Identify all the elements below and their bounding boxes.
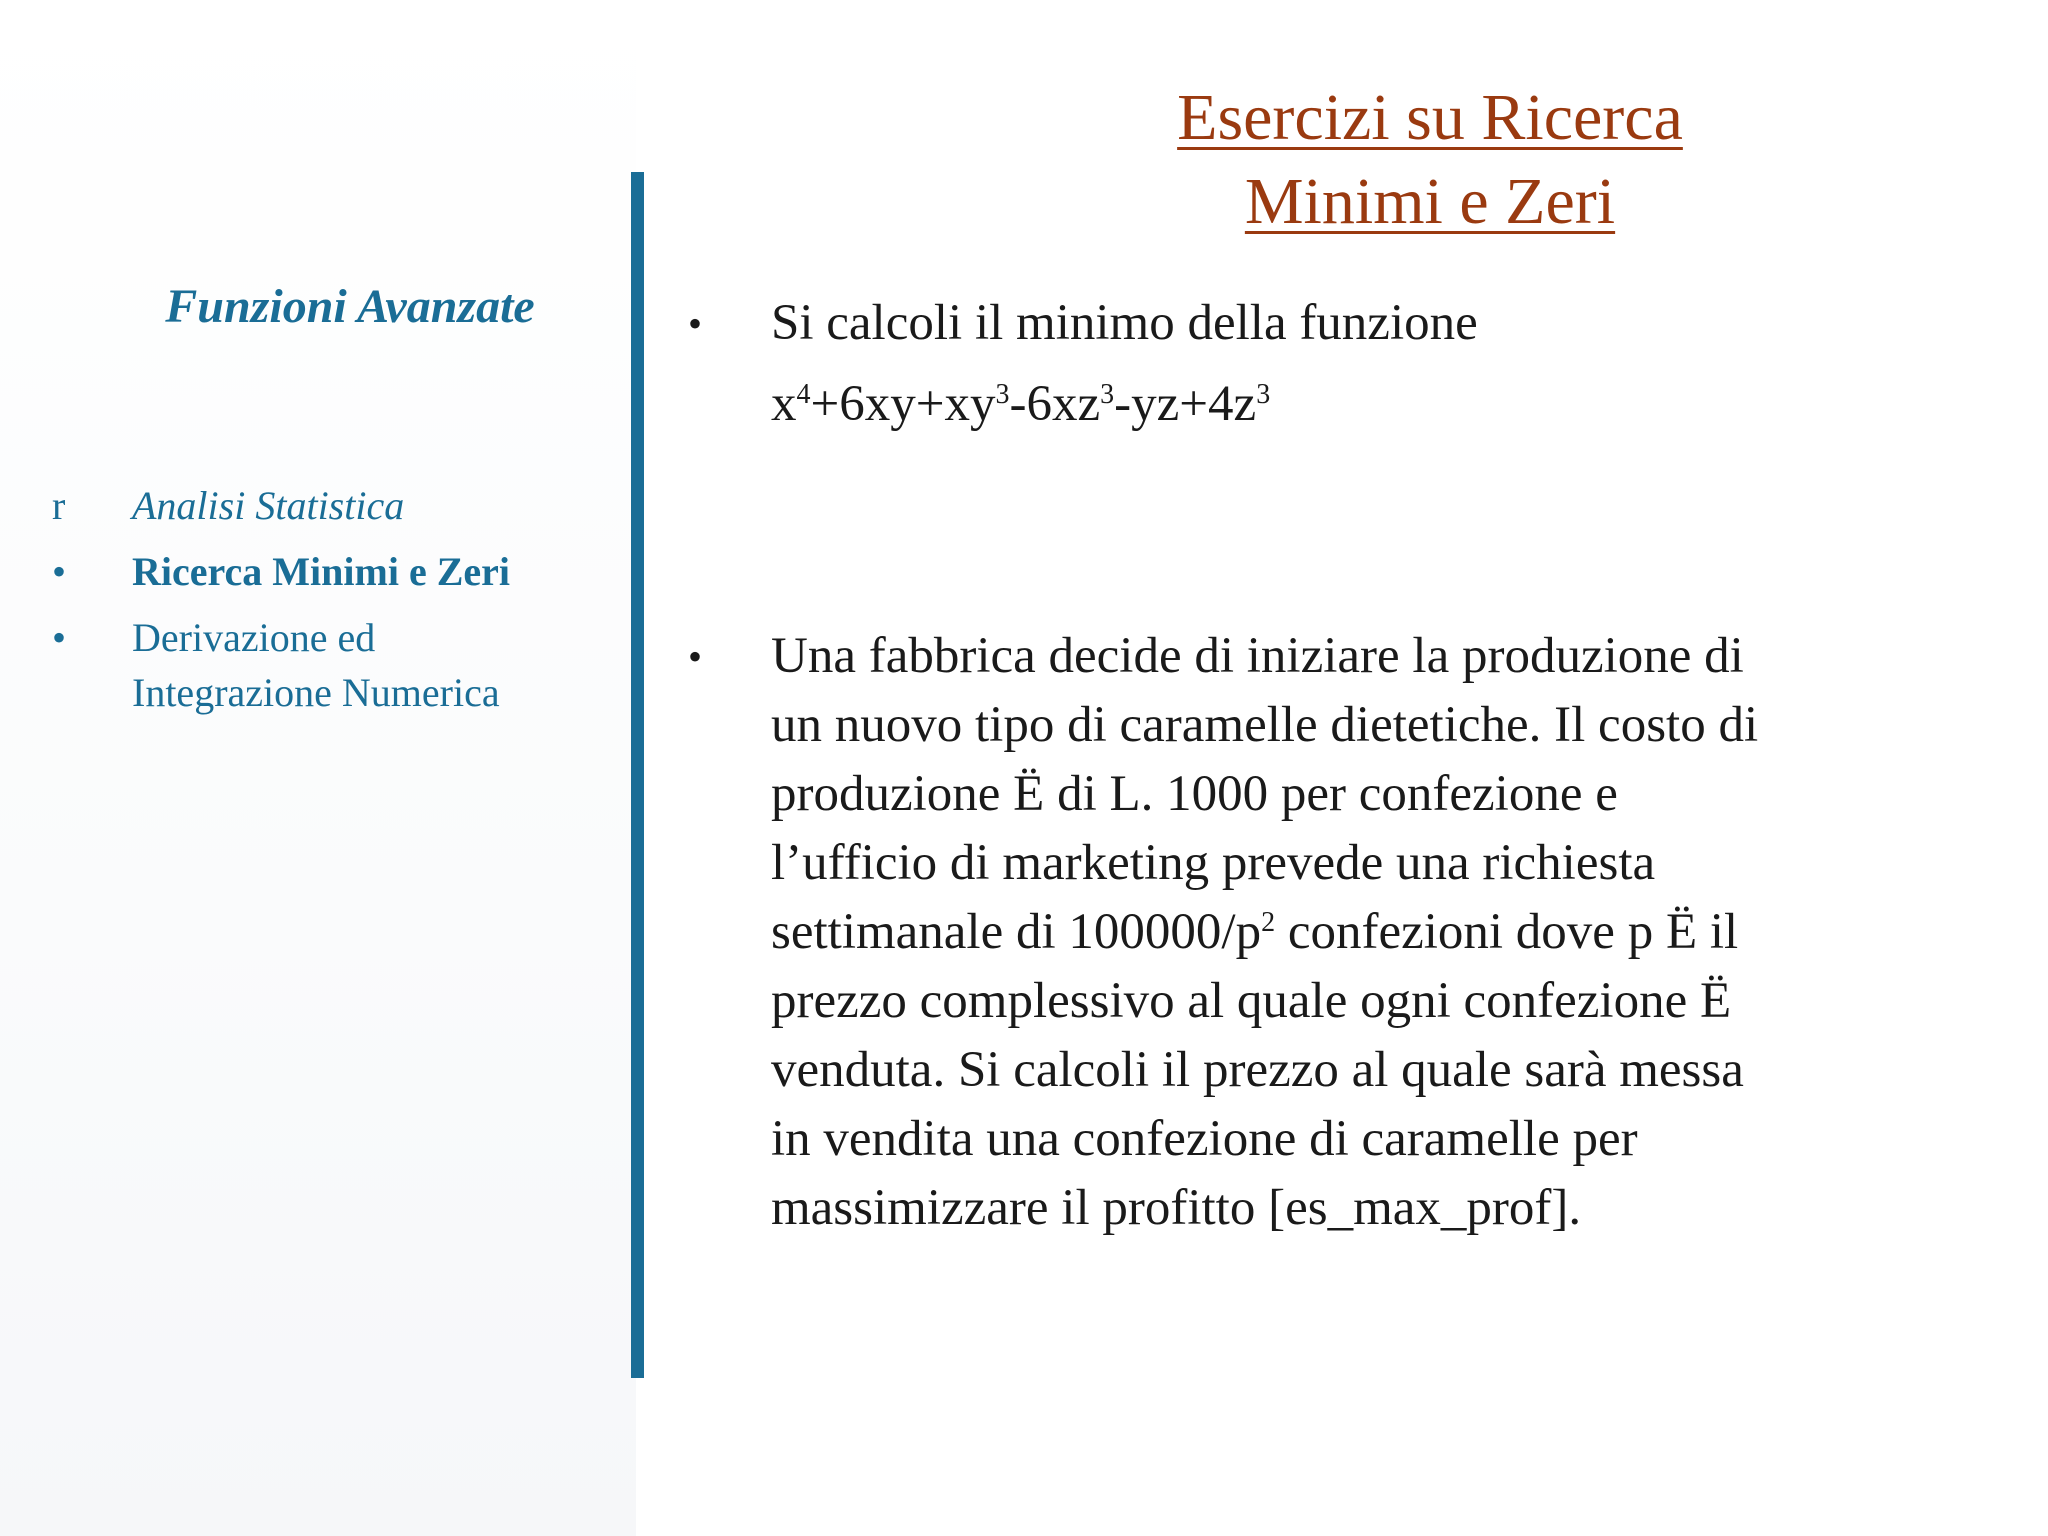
formula-part: -yz+4z bbox=[1114, 376, 1257, 432]
text-part: confezioni dove p Ë il bbox=[1275, 904, 1739, 960]
nav-item-label-line2: Integrazione Numerica bbox=[132, 670, 500, 715]
formula-exponent: 3 bbox=[1100, 379, 1115, 411]
nav-item-derivazione-integrazione[interactable] bbox=[50, 610, 610, 720]
text-exponent: 2 bbox=[1261, 907, 1276, 939]
slide-title-line2: Minimi e Zeri bbox=[1244, 165, 1616, 238]
exercise-2 bbox=[688, 622, 1988, 1243]
formula-exponent: 4 bbox=[796, 379, 811, 411]
nav-marker: r bbox=[52, 483, 66, 528]
exercise-1 bbox=[688, 289, 1988, 439]
exercise-2-line: venduta. Si calcoli il prezzo al quale sarà messa bbox=[771, 1042, 1744, 1098]
sidebar-panel bbox=[0, 0, 636, 1536]
formula-exponent: 3 bbox=[1256, 379, 1271, 411]
formula-part: x bbox=[771, 376, 797, 432]
slide-title-line1: Esercizi su Ricerca bbox=[1177, 81, 1683, 154]
bullet-icon: • bbox=[52, 615, 67, 660]
exercise-2-line: prezzo complessivo al quale ogni confezione Ë bbox=[771, 973, 1732, 1029]
slide-title bbox=[880, 76, 1980, 244]
vertical-divider bbox=[631, 172, 644, 1378]
text-part: settimanale di 100000/p bbox=[771, 904, 1262, 960]
topic-nav bbox=[50, 478, 610, 731]
exercise-2-line bbox=[771, 898, 1988, 967]
formula-part: -6xz bbox=[1009, 376, 1101, 432]
formula-exponent: 3 bbox=[995, 379, 1010, 411]
bullet-icon: • bbox=[688, 634, 703, 679]
exercise-2-line: un nuovo tipo di caramelle dietetiche. Il costo di bbox=[771, 697, 1759, 753]
exercise-2-line: l’ufficio di marketing prevede una richiesta bbox=[771, 835, 1656, 891]
section-title: Funzioni Avanzate bbox=[165, 280, 535, 333]
bullet-icon: • bbox=[52, 549, 67, 594]
bullet-icon: • bbox=[688, 301, 703, 346]
exercise-1-text: Si calcoli il minimo della funzione bbox=[771, 295, 1478, 351]
exercise-2-line: Una fabbrica decide di iniziare la produzione di bbox=[771, 628, 1744, 684]
nav-item-label: Analisi Statistica bbox=[132, 483, 405, 528]
exercise-1-formula bbox=[771, 370, 1988, 439]
formula-part: +6xy+xy bbox=[810, 376, 996, 432]
exercise-2-line: produzione Ë di L. 1000 per confezione e bbox=[771, 766, 1618, 822]
nav-item-ricerca-minimi-zeri[interactable] bbox=[50, 544, 610, 599]
exercise-2-line: massimizzare il profitto [es_max_prof]. bbox=[771, 1180, 1582, 1236]
nav-item-label: Ricerca Minimi e Zeri bbox=[132, 549, 511, 594]
exercise-2-line: in vendita una confezione di caramelle per bbox=[771, 1111, 1638, 1167]
nav-item-label-line1: Derivazione ed bbox=[132, 615, 376, 660]
nav-item-analisi-statistica[interactable] bbox=[50, 478, 610, 533]
